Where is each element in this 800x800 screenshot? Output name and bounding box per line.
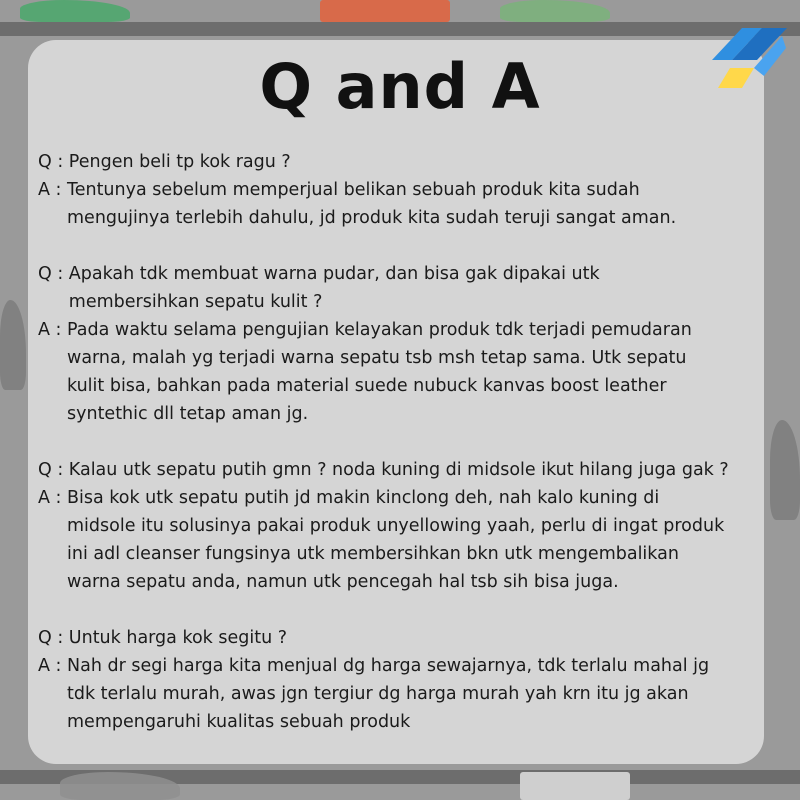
qa-list xyxy=(38,148,766,764)
answer-row xyxy=(38,176,766,232)
question-row xyxy=(38,624,766,652)
sneaker-icon xyxy=(770,420,800,520)
shoe-box xyxy=(520,772,630,800)
answer-prefix: A : xyxy=(38,180,67,200)
question-row xyxy=(38,260,766,316)
qa-item xyxy=(38,624,766,736)
question-prefix: Q : xyxy=(38,628,69,648)
answer-text: Bisa kok utk sepatu putih jd makin kinclong deh, nah kalo kuning di midsole itu solusinya pakai produk unyellowing yaah, perlu di ingat produk ini adl cleanser fungsinya utk membersihkan bkn utk mengembalikan warna sepatu anda, namun utk pencegah hal tsb sih bisa juga. xyxy=(67,488,725,592)
answer-text: Pada waktu selama pengujian kelayakan produk tdk terjadi pemudaran warna, malah yg terjadi warna sepatu tsb msh tetap sama. Utk sepatu kulit bisa, bahkan pada material suede nubuck kanvas boost leather syntethic dll tetap aman jg. xyxy=(67,320,692,424)
sneaker-icon xyxy=(500,0,610,22)
question-text: Pengen beli tp kok ragu ? xyxy=(68,152,291,172)
answer-prefix: A : xyxy=(38,488,67,508)
question-text: Untuk harga kok segitu ? xyxy=(68,628,288,648)
question-row xyxy=(38,148,766,176)
shoe-box xyxy=(320,0,450,22)
question-prefix: Q : xyxy=(38,264,69,284)
sneaker-icon xyxy=(0,300,26,390)
answer-prefix: A : xyxy=(38,320,67,340)
question-prefix: Q : xyxy=(38,152,69,172)
answer-row xyxy=(38,316,766,428)
answer-text: Nah dr segi harga kita menjual dg harga sewajarnya, tdk terlalu mahal jg tdk terlalu murah, awas jgn tergiur dg harga murah yah krn itu jg akan mempengaruhi kualitas sebuah produk xyxy=(67,656,710,732)
qa-item xyxy=(38,260,766,428)
question-text: Kalau utk sepatu putih gmn ? noda kuning di midsole ikut hilang juga gak ? xyxy=(68,460,729,480)
answer-row xyxy=(38,652,766,736)
sneaker-icon xyxy=(20,0,130,22)
answer-prefix: A : xyxy=(38,656,67,676)
page-title: Q and A xyxy=(259,50,541,123)
question-prefix: Q : xyxy=(38,460,69,480)
question-row xyxy=(38,456,766,484)
shelf xyxy=(0,22,800,36)
answer-text: Tentunya sebelum memperjual belikan sebuah produk kita sudah mengujinya terlebih dahulu, jd produk kita sudah teruji sangat aman. xyxy=(67,180,677,228)
question-text: Apakah tdk membuat warna pudar, dan bisa gak dipakai utk membersihkan sepatu kulit ? xyxy=(68,264,600,312)
qa-item xyxy=(38,456,766,596)
qa-item xyxy=(38,148,766,232)
answer-row xyxy=(38,484,766,596)
